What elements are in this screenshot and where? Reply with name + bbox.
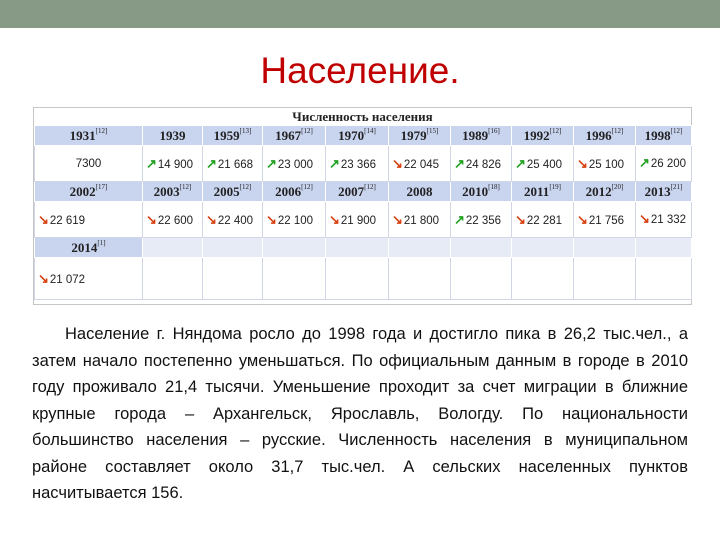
population-value-cell [574,202,636,238]
reference-mark[interactable]: [12] [301,182,313,191]
year-header-cell [326,182,389,202]
year-header-cell [143,182,203,202]
population-value-cell [143,146,203,182]
reference-mark[interactable]: [18] [488,182,500,191]
empty-header-cell [512,238,574,258]
year-header-cell [263,126,326,146]
trend-down-icon: ↘ [577,155,588,171]
reference-mark[interactable]: [12] [670,126,683,135]
year-header-cell [203,182,263,202]
empty-header-cell [263,238,326,258]
year-label: 2008 [406,183,433,199]
top-bar [0,0,720,28]
year-header-cell [35,238,143,258]
year-header-cell [326,126,389,146]
trend-down-icon: ↘ [515,211,526,227]
year-label: 1989 [462,127,489,143]
empty-value-cell [326,258,389,300]
population-value-cell [451,146,512,182]
population-value-row [35,258,692,300]
population-value: 22 356 [465,214,502,227]
population-value: 7300 [75,157,102,170]
population-value: 21 800 [403,214,440,227]
reference-mark[interactable]: [12] [611,126,624,135]
year-header-row [35,182,692,202]
population-value: 21 668 [217,158,254,171]
population-value-cell [512,146,574,182]
population-grid [34,125,692,300]
population-value-cell [326,146,389,182]
year-header-cell [143,126,203,146]
reference-mark[interactable]: [12] [179,182,192,191]
empty-value-cell [263,258,326,300]
population-value: 22 619 [49,214,86,227]
year-label: 2011 [524,183,550,199]
year-header-cell [35,126,143,146]
trend-down-icon: ↘ [577,211,588,227]
trend-down-icon: ↘ [206,211,217,227]
reference-mark[interactable]: [16] [488,126,500,135]
reference-mark[interactable]: [21] [670,182,683,191]
year-label: 1996 [585,127,612,143]
year-header-cell [636,126,692,146]
trend-down-icon: ↘ [38,211,49,227]
table-caption: Численность населения [292,109,433,124]
population-value-cell [389,202,451,238]
trend-up-icon: ↗ [266,155,277,171]
year-label: 2012 [585,183,612,199]
slide-title: Население. [260,50,460,91]
population-value: 26 200 [650,158,687,170]
empty-value-cell [512,258,574,300]
population-value-cell [326,202,389,238]
reference-mark[interactable]: [13] [239,126,252,135]
reference-mark[interactable]: [15] [426,126,439,135]
year-label: 2002 [69,183,96,199]
empty-value-cell [636,258,692,300]
empty-header-cell [636,238,692,258]
population-value: 22 100 [277,214,314,227]
year-label: 1998 [644,127,671,143]
year-label: 2013 [644,183,671,199]
year-header-cell [389,126,451,146]
year-header-cell [35,182,143,202]
empty-value-cell [451,258,512,300]
trend-down-icon: ↘ [392,211,403,227]
empty-header-cell [326,238,389,258]
year-header-cell [451,126,512,146]
empty-header-cell [389,238,451,258]
population-value-cell [35,202,143,238]
year-label: 2010 [462,183,489,199]
year-header-cell [636,182,692,202]
population-value-row [35,146,692,182]
population-value-cell [35,146,143,182]
reference-mark[interactable]: [12] [239,182,252,191]
trend-up-icon: ↗ [329,155,340,171]
trend-up-icon: ↗ [454,211,465,227]
population-value: 24 826 [465,158,502,171]
population-value: 21 072 [49,273,86,286]
population-value: 14 900 [157,158,194,171]
trend-down-icon: ↘ [329,211,340,227]
empty-header-cell [574,238,636,258]
year-header-cell [574,126,636,146]
population-value-cell [512,202,574,238]
trend-down-icon: ↘ [639,211,650,226]
reference-mark[interactable]: [19] [549,182,561,191]
population-value-cell [263,202,326,238]
reference-mark[interactable]: [12] [95,126,108,135]
population-value: 22 400 [217,214,254,227]
year-label: 1967 [275,127,302,143]
year-header-cell [451,182,512,202]
year-header-row [35,238,692,258]
population-value: 22 045 [403,158,440,171]
population-value-cell [203,146,263,182]
empty-value-cell [143,258,203,300]
reference-mark[interactable]: [12] [364,182,376,191]
year-label: 1959 [213,127,240,143]
year-label: 1979 [400,127,427,143]
reference-mark[interactable]: [20] [611,182,624,191]
reference-mark[interactable]: [14] [364,126,376,135]
year-header-cell [203,126,263,146]
year-label: 1931 [69,127,96,143]
population-value: 22 281 [526,214,563,227]
reference-mark[interactable]: [1] [97,238,106,247]
population-value-cell [35,258,143,300]
year-header-row [35,126,692,146]
population-value-cell [574,146,636,182]
trend-up-icon: ↗ [639,155,650,170]
year-header-cell [512,126,574,146]
population-value-cell [451,202,512,238]
empty-header-cell [203,238,263,258]
population-value-row [35,202,692,238]
reference-mark[interactable]: [17] [95,182,108,191]
empty-value-cell [203,258,263,300]
empty-header-cell [451,238,512,258]
population-value-cell [263,146,326,182]
population-paragraph: Население г. Няндома росло до 1998 года и достигло пика в 26,2 тыс.чел., а затем начало постепенно уменьшаться. По официальным данным в городе в 2010 году проживало 21,4 тысячи. Уменьшение проходит за счет миграции в ближние крупные города – Архангельск, Ярославль, Вологду. По национальности большинство населения – русские. Численность населения в муниципальном районе составляет около 31,7 тыс.чел. А сельских населенных пунктов насчитывается 156. [32,325,688,502]
population-value: 21 900 [340,214,377,227]
year-header-cell [389,182,451,202]
empty-value-cell [574,258,636,300]
year-label: 2007 [338,183,365,199]
population-value: 25 400 [526,158,563,171]
reference-mark[interactable]: [12] [301,126,313,135]
year-label: 1939 [159,127,186,143]
year-header-cell [574,182,636,202]
year-header-cell [512,182,574,202]
empty-value-cell [389,258,451,300]
trend-up-icon: ↗ [206,155,217,171]
trend-down-icon: ↘ [392,155,403,171]
trend-down-icon: ↘ [266,211,277,227]
year-label: 1992 [523,127,550,143]
trend-up-icon: ↗ [515,155,526,171]
population-value-cell [143,202,203,238]
population-value: 25 100 [588,158,625,171]
year-label: 1970 [338,127,365,143]
trend-down-icon: ↘ [38,270,49,286]
trend-up-icon: ↗ [146,155,157,171]
population-value: 22 600 [157,214,194,227]
population-value: 23 366 [340,158,377,171]
population-value: 21 332 [650,214,687,226]
trend-up-icon: ↗ [454,155,465,171]
reference-mark[interactable]: [12] [549,126,562,135]
population-table [33,107,692,305]
year-label: 2006 [275,183,302,199]
population-value: 21 756 [588,214,625,227]
trend-down-icon: ↘ [146,211,157,227]
population-value-cell [389,146,451,182]
year-label: 2003 [153,183,180,199]
population-value-cell [636,202,692,238]
population-value: 23 000 [277,158,314,171]
year-label: 2005 [213,183,240,199]
population-value-cell [636,146,692,182]
population-value-cell [203,202,263,238]
year-label: 2014 [71,239,98,255]
year-header-cell [263,182,326,202]
empty-header-cell [143,238,203,258]
